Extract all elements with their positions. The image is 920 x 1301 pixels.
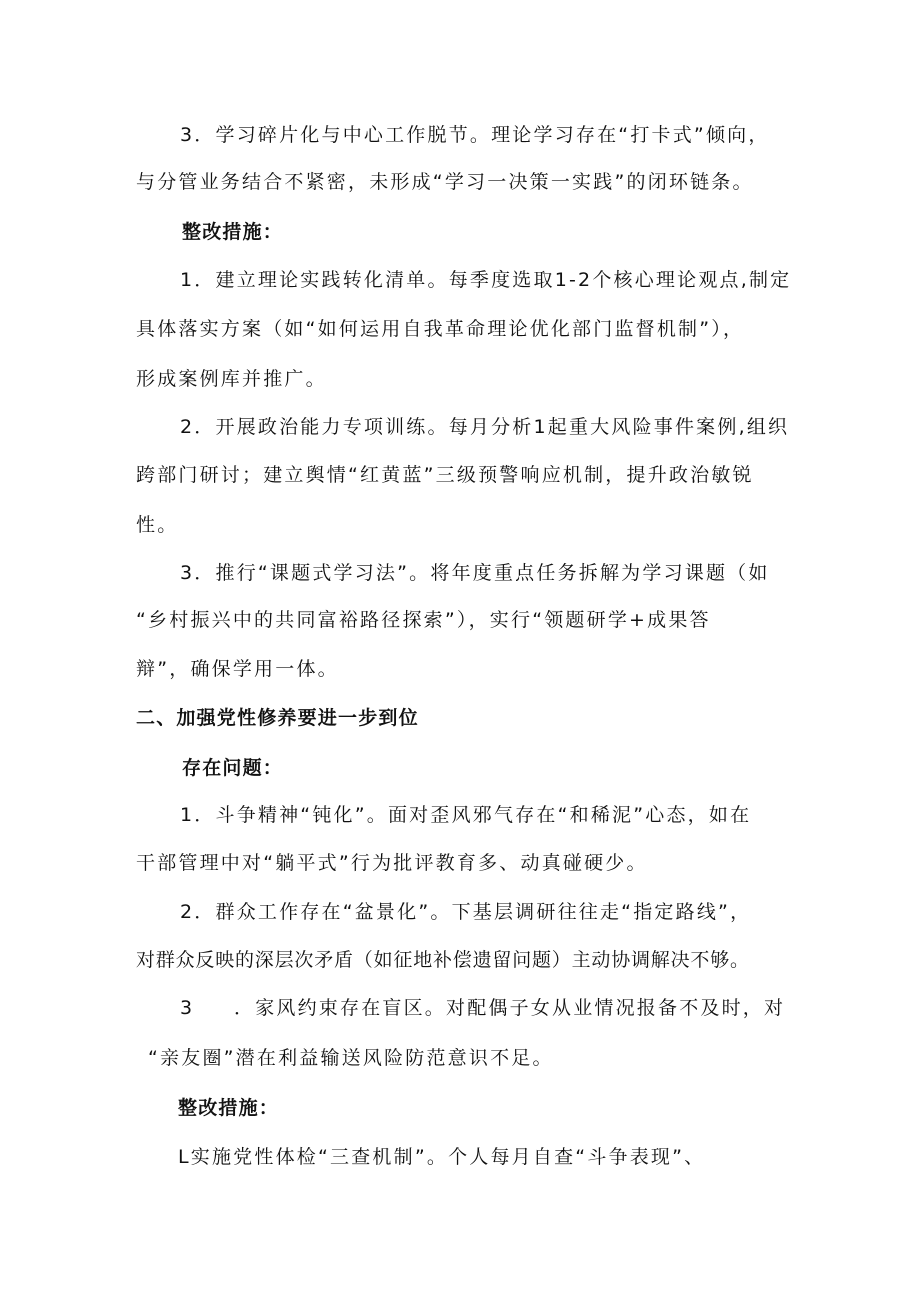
paragraph-line: “乡村振兴中的共同富裕路径探索”），实行“领题研学+成果答 <box>136 609 711 631</box>
paragraph-line: 与分管业务结合不紧密，未形成“学习一决策一实践”的闭环链条。 <box>136 171 754 193</box>
list-number: 3 <box>180 997 195 1019</box>
paragraph-line: 具体落实方案（如“如何运用自我革命理论优化部门监督机制”）， <box>136 318 745 340</box>
paragraph-line: 2．群众工作存在“盆景化”。下基层调研往往走“指定路线”， <box>180 901 752 923</box>
paragraph-line: 2．开展政治能力专项训练。每月分析1起重大风险事件案例,组织 <box>180 416 790 438</box>
paragraph-line: 3．推行“课题式学习法”。将年度重点任务拆解为学习课题（如 <box>180 562 770 584</box>
paragraph-line: 3．学习碎片化与中心工作脱节。理论学习存在“打卡式”倾向， <box>180 124 770 146</box>
paragraph-line: 跨部门研讨；建立舆情“红黄蓝”三级预警响应机制，提升政治敏锐 <box>136 464 754 486</box>
paragraph-line: 性。 <box>136 514 179 536</box>
paragraph-line: L实施党性体检“三查机制”。个人每月自查“斗争表现”、 <box>178 1146 706 1168</box>
paragraph-line: 干部管理中对“躺平式”行为批评教育多、动真碰硬少。 <box>136 852 648 874</box>
paragraph-line: 对群众反映的深层次矛盾（如征地补偿遗留问题）主动协调解决不够。 <box>136 949 750 971</box>
paragraph-line: 形成案例库并推广。 <box>136 368 327 390</box>
section-heading: 整改措施： <box>178 1097 280 1119</box>
paragraph-line: ．家风约束存在盲区。对配偶子女从业情况报备不及时，对 <box>234 997 786 1019</box>
section-heading: 整改措施： <box>182 221 284 243</box>
paragraph-line: “亲友圈”潜在利益输送风险防范意识不足。 <box>148 1047 554 1069</box>
paragraph-line: 1．建立理论实践转化清单。每季度选取1-2个核心理论观点,制定 <box>180 269 792 291</box>
section-heading: 存在问题： <box>182 757 284 779</box>
section-title: 二、加强党性修养要进一步到位 <box>136 707 419 729</box>
paragraph-line: 1．斗争精神“钝化”。面对歪风邪气存在“和稀泥”心态，如在 <box>180 804 752 826</box>
paragraph-line: 辩”，确保学用一体。 <box>136 658 339 680</box>
